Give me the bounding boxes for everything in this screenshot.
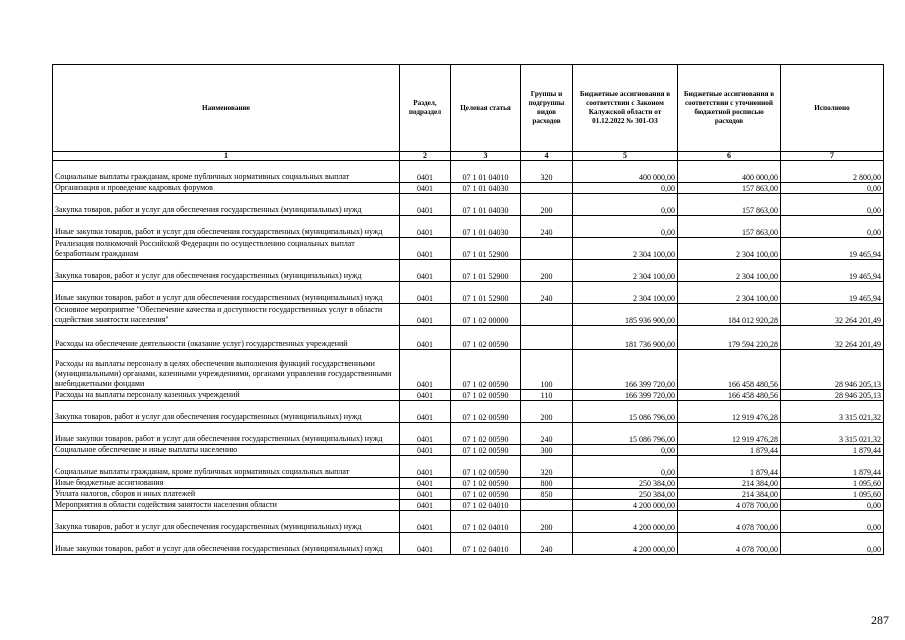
row-budget-refined-cell: 179 594 220,28 [678,326,781,350]
row-section-cell: 0401 [400,326,451,350]
row-group-cell [521,500,573,511]
row-executed-cell: 19 465,94 [781,260,884,282]
row-executed-cell: 19 465,94 [781,282,884,304]
col-number: 6 [678,152,781,161]
row-target-cell: 07 1 02 00590 [451,478,521,489]
row-name-cell: Иные закупки товаров, работ и услуг для обеспечения государственных (муниципальных) нужд [53,216,400,238]
row-group-cell: 200 [521,194,573,216]
row-section-cell: 0401 [400,423,451,445]
row-budget-refined-cell: 2 304 100,00 [678,260,781,282]
header-name: Наименование [53,65,400,152]
row-target-cell: 07 1 01 04030 [451,216,521,238]
table-row [53,456,884,478]
header-budget-law: Бюджетные ассигнования в соответствии с Законом Калужской области от 01.12.2022 № 301-ОЗ [573,65,678,152]
row-target-cell: 07 1 02 00590 [451,423,521,445]
row-budget-refined-cell: 1 879,44 [678,445,781,456]
row-name-cell: Иные закупки товаров, работ и услуг для обеспечения государственных (муниципальных) нужд [53,423,400,445]
row-section-cell: 0401 [400,183,451,194]
row-executed-cell: 3 315 021,32 [781,423,884,445]
row-budget-law-cell: 0,00 [573,445,678,456]
row-budget-refined-cell: 4 078 700,00 [678,500,781,511]
row-budget-law-cell: 0,00 [573,194,678,216]
row-budget-refined-cell: 12 919 476,28 [678,423,781,445]
page-number: 287 [871,613,889,627]
row-target-cell: 07 1 02 00590 [451,401,521,423]
row-budget-law-cell: 15 086 796,00 [573,423,678,445]
row-name-cell: Мероприятия в области содействия занятости населения области [53,500,400,511]
row-group-cell: 240 [521,423,573,445]
table-row [53,183,884,194]
row-budget-law-cell: 185 936 900,00 [573,304,678,326]
row-executed-cell: 0,00 [781,533,884,555]
row-name-cell: Основное мероприятие "Обеспечение качества и доступности государственных услуг в области содействия занятости населения" [53,304,400,326]
row-budget-law-cell: 4 200 000,00 [573,511,678,533]
budget-table-container [52,64,883,555]
row-name-cell: Иные закупки товаров, работ и услуг для обеспечения государственных (муниципальных) нужд [53,282,400,304]
row-executed-cell: 1 879,44 [781,456,884,478]
row-section-cell: 0401 [400,238,451,260]
row-name-cell: Социальные выплаты гражданам, кроме публичных нормативных социальных выплат [53,161,400,183]
row-name-cell: Расходы на выплаты персоналу в целях обеспечения выполнения функций государственными (муниципальными) органами, казенными учреждениями, органами управления государственными внебюджетными фондами [53,350,400,390]
row-name-cell: Иные закупки товаров, работ и услуг для обеспечения государственных (муниципальных) нужд [53,533,400,555]
row-group-cell: 320 [521,161,573,183]
row-group-cell: 200 [521,401,573,423]
row-group-cell [521,183,573,194]
row-name-cell: Расходы на обеспечение деятельности (оказание услуг) государственных учреждений [53,326,400,350]
row-target-cell: 07 1 02 00590 [451,489,521,500]
row-budget-law-cell: 2 304 100,00 [573,260,678,282]
col-number: 7 [781,152,884,161]
table-row [53,260,884,282]
row-budget-law-cell: 0,00 [573,216,678,238]
row-name-cell: Иные бюджетные ассигнования [53,478,400,489]
row-target-cell: 07 1 01 04030 [451,183,521,194]
row-section-cell: 0401 [400,489,451,500]
row-executed-cell: 28 946 205,13 [781,350,884,390]
row-executed-cell: 0,00 [781,216,884,238]
row-section-cell: 0401 [400,216,451,238]
table-row [53,390,884,401]
col-number: 2 [400,152,451,161]
row-budget-refined-cell: 157 863,00 [678,183,781,194]
row-budget-refined-cell: 12 919 476,28 [678,401,781,423]
row-group-cell [521,238,573,260]
row-executed-cell: 0,00 [781,511,884,533]
row-group-cell: 240 [521,216,573,238]
row-executed-cell: 19 465,94 [781,238,884,260]
row-budget-refined-cell: 214 384,00 [678,489,781,500]
row-group-cell: 100 [521,350,573,390]
table-row [53,350,884,390]
row-name-cell: Закупка товаров, работ и услуг для обеспечения государственных (муниципальных) нужд [53,194,400,216]
row-budget-law-cell: 2 304 100,00 [573,282,678,304]
header-budget-refined: Бюджетные ассигнования в соответствии с уточненной бюджетной росписью расходов [678,65,781,152]
header-groups: Группы и подгруппы видов расходов [521,65,573,152]
row-group-cell: 300 [521,445,573,456]
row-budget-law-cell: 0,00 [573,456,678,478]
row-group-cell [521,326,573,350]
row-budget-law-cell: 166 399 720,00 [573,390,678,401]
row-budget-refined-cell: 214 384,00 [678,478,781,489]
row-budget-law-cell: 2 304 100,00 [573,238,678,260]
table-row [53,511,884,533]
table-row [53,161,884,183]
row-budget-refined-cell: 157 863,00 [678,216,781,238]
row-group-cell: 110 [521,390,573,401]
row-section-cell: 0401 [400,478,451,489]
row-budget-refined-cell: 1 879,44 [678,456,781,478]
table-row [53,304,884,326]
col-number: 3 [451,152,521,161]
table-row [53,238,884,260]
row-section-cell: 0401 [400,350,451,390]
row-target-cell: 07 1 02 00000 [451,304,521,326]
row-section-cell: 0401 [400,456,451,478]
col-number: 5 [573,152,678,161]
header-target: Целевая статья [451,65,521,152]
row-target-cell: 07 1 01 52900 [451,282,521,304]
row-group-cell: 240 [521,533,573,555]
row-target-cell: 07 1 02 00590 [451,390,521,401]
row-budget-refined-cell: 400 000,00 [678,161,781,183]
row-budget-refined-cell: 166 458 480,56 [678,350,781,390]
col-number: 1 [53,152,400,161]
table-row [53,194,884,216]
row-budget-refined-cell: 4 078 700,00 [678,533,781,555]
row-executed-cell: 1 095,60 [781,478,884,489]
row-group-cell: 200 [521,511,573,533]
col-number: 4 [521,152,573,161]
row-group-cell: 200 [521,260,573,282]
row-budget-refined-cell: 4 078 700,00 [678,511,781,533]
table-row [53,533,884,555]
row-executed-cell: 0,00 [781,500,884,511]
row-name-cell: Расходы на выплаты персоналу казенных учреждений [53,390,400,401]
row-target-cell: 07 1 02 00590 [451,456,521,478]
row-name-cell: Закупка товаров, работ и услуг для обеспечения государственных (муниципальных) нужд [53,401,400,423]
row-name-cell: Уплата налогов, сборов и иных платежей [53,489,400,500]
row-executed-cell: 1 095,60 [781,489,884,500]
row-section-cell: 0401 [400,533,451,555]
table-row [53,282,884,304]
row-budget-law-cell: 15 086 796,00 [573,401,678,423]
row-budget-law-cell: 250 384,00 [573,478,678,489]
row-target-cell: 07 1 01 04010 [451,161,521,183]
row-budget-refined-cell: 166 458 480,56 [678,390,781,401]
table-row [53,445,884,456]
row-name-cell: Закупка товаров, работ и услуг для обеспечения государственных (муниципальных) нужд [53,260,400,282]
row-budget-law-cell: 250 384,00 [573,489,678,500]
row-target-cell: 07 1 02 04010 [451,511,521,533]
row-budget-law-cell: 0,00 [573,183,678,194]
row-executed-cell: 28 946 205,13 [781,390,884,401]
table-row [53,478,884,489]
row-section-cell: 0401 [400,282,451,304]
row-name-cell: Социальное обеспечение и иные выплаты населению [53,445,400,456]
row-section-cell: 0401 [400,500,451,511]
row-section-cell: 0401 [400,161,451,183]
row-budget-refined-cell: 157 863,00 [678,194,781,216]
row-target-cell: 07 1 01 04030 [451,194,521,216]
row-executed-cell: 2 800,00 [781,161,884,183]
row-budget-refined-cell: 2 304 100,00 [678,282,781,304]
table-row [53,326,884,350]
row-budget-law-cell: 181 736 900,00 [573,326,678,350]
row-executed-cell: 0,00 [781,183,884,194]
row-budget-law-cell: 166 399 720,00 [573,350,678,390]
row-group-cell: 240 [521,282,573,304]
header-section: Раздел, подраздел [400,65,451,152]
row-section-cell: 0401 [400,260,451,282]
budget-table [52,64,884,555]
row-name-cell: Организация и проведение кадровых форумов [53,183,400,194]
table-row [53,500,884,511]
row-target-cell: 07 1 01 52900 [451,260,521,282]
row-budget-law-cell: 400 000,00 [573,161,678,183]
row-section-cell: 0401 [400,445,451,456]
row-group-cell: 320 [521,456,573,478]
row-budget-refined-cell: 184 012 920,28 [678,304,781,326]
row-executed-cell: 32 264 201,49 [781,326,884,350]
row-name-cell: Социальные выплаты гражданам, кроме публичных нормативных социальных выплат [53,456,400,478]
table-row [53,489,884,500]
row-executed-cell: 1 879,44 [781,445,884,456]
row-target-cell: 07 1 02 00590 [451,445,521,456]
row-name-cell: Закупка товаров, работ и услуг для обеспечения государственных (муниципальных) нужд [53,511,400,533]
row-target-cell: 07 1 01 52900 [451,238,521,260]
row-section-cell: 0401 [400,401,451,423]
row-budget-refined-cell: 2 304 100,00 [678,238,781,260]
row-target-cell: 07 1 02 04010 [451,533,521,555]
row-group-cell: 800 [521,478,573,489]
table-row [53,423,884,445]
row-section-cell: 0401 [400,511,451,533]
row-target-cell: 07 1 02 00590 [451,326,521,350]
row-section-cell: 0401 [400,390,451,401]
row-executed-cell: 0,00 [781,194,884,216]
row-group-cell: 850 [521,489,573,500]
row-group-cell [521,304,573,326]
row-name-cell: Реализация полномочий Российской Федерации по осуществлению социальных выплат безработным гражданам [53,238,400,260]
row-executed-cell: 3 315 021,32 [781,401,884,423]
row-section-cell: 0401 [400,194,451,216]
row-section-cell: 0401 [400,304,451,326]
table-row [53,216,884,238]
header-executed: Исполнено [781,65,884,152]
row-target-cell: 07 1 02 04010 [451,500,521,511]
table-row [53,401,884,423]
row-budget-law-cell: 4 200 000,00 [573,533,678,555]
row-budget-law-cell: 4 200 000,00 [573,500,678,511]
row-target-cell: 07 1 02 00590 [451,350,521,390]
row-executed-cell: 32 264 201,49 [781,304,884,326]
